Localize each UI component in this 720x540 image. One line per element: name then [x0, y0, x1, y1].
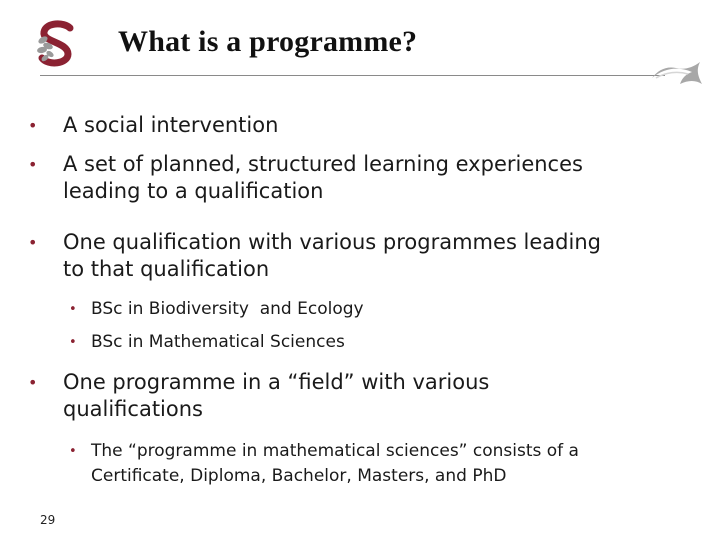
sub-bullet-text: BSc in Biodiversity and Ecology: [91, 299, 364, 319]
bullet-marker: •: [28, 233, 38, 252]
sub-bullet-text: BSc in Mathematical Sciences: [91, 332, 345, 352]
slide-title: What is a programme?: [118, 25, 418, 58]
sub-bullet-marker: •: [69, 302, 77, 317]
bullet-marker: •: [28, 155, 38, 174]
bullet-text: One programme in a “field” with various qualifications: [63, 370, 490, 421]
university-crest-icon: [34, 18, 80, 70]
sub-bullet-marker: •: [69, 335, 77, 350]
page-number: 29: [40, 513, 56, 527]
swoosh-arrow-icon: [650, 58, 704, 94]
bullet-text: One qualification with various programmes leading to that qualification: [63, 230, 601, 281]
sub-bullet-text: The “programme in mathematical sciences” consists of a Certificate, Diploma, Bachelor, Masters, and PhD: [91, 441, 579, 486]
bullet-text: A set of planned, structured learning experiences leading to a qualification: [63, 152, 583, 203]
bullet-marker: •: [28, 373, 38, 392]
title-divider: [40, 75, 665, 76]
sub-bullet-marker: •: [69, 444, 77, 459]
bullet-text: A social intervention: [63, 113, 279, 137]
bullet-marker: •: [28, 116, 38, 135]
